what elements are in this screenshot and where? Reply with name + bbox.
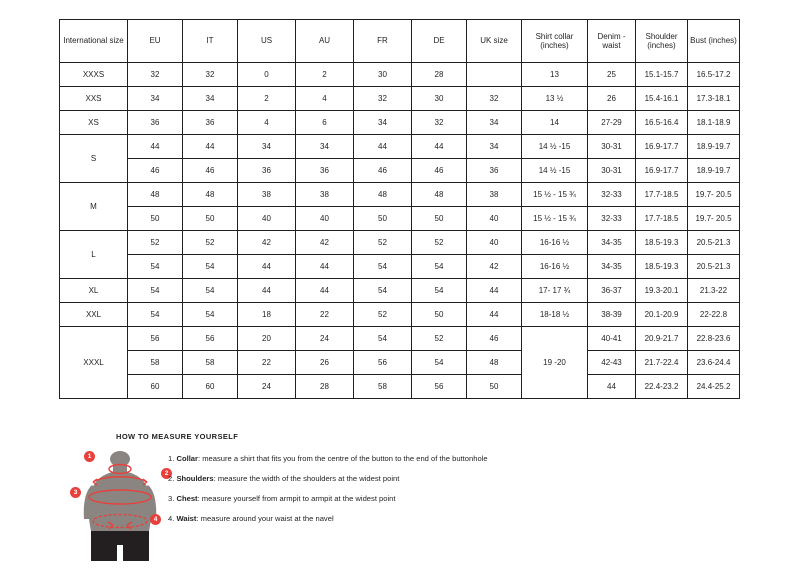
table-cell: 2 <box>296 63 354 87</box>
instruction-term: Shoulders <box>176 474 214 483</box>
table-cell: 40-41 <box>588 327 636 351</box>
table-cell: 15.4-16.1 <box>636 87 688 111</box>
table-cell: 18.9-19.7 <box>688 159 740 183</box>
table-cell: 22.4-23.2 <box>636 375 688 399</box>
table-cell: 32 <box>412 111 467 135</box>
instruction-term: Chest <box>176 494 198 503</box>
table-cell: 44 <box>467 303 522 327</box>
table-cell: 44 <box>296 279 354 303</box>
table-cell: 36 <box>467 159 522 183</box>
table-cell: 16.5-16.4 <box>636 111 688 135</box>
table-cell: 46 <box>128 159 183 183</box>
table-cell: 44 <box>412 135 467 159</box>
table-cell: 16-16 ½ <box>522 231 588 255</box>
table-cell: 46 <box>467 327 522 351</box>
table-header-row <box>60 20 740 63</box>
table-cell: 36 <box>238 159 296 183</box>
table-cell: 4 <box>238 111 296 135</box>
table-cell: 32 <box>354 87 412 111</box>
table-cell: 58 <box>128 351 183 375</box>
table-cell: 54 <box>183 279 238 303</box>
table-cell: 40 <box>238 207 296 231</box>
table-cell: 22 <box>238 351 296 375</box>
table-cell: 34 <box>354 111 412 135</box>
table-cell: 50 <box>354 207 412 231</box>
measure-instruction-item <box>168 489 668 509</box>
table-cell: 36 <box>128 111 183 135</box>
table-cell: 56 <box>412 375 467 399</box>
cell-international-size: S <box>60 135 128 183</box>
callout-marker-4: 4 <box>150 514 161 525</box>
table-cell: 42 <box>467 255 522 279</box>
table-cell: 46 <box>183 159 238 183</box>
table-row <box>60 87 740 111</box>
table-cell: 19.3-20.1 <box>636 279 688 303</box>
column-header-shoulder: Shoulder (inches) <box>636 20 688 63</box>
table-row <box>60 63 740 87</box>
table-cell: 15 ½ - 15 ¾ <box>522 183 588 207</box>
table-cell: 52 <box>128 231 183 255</box>
cell-international-size: XXXL <box>60 327 128 399</box>
table-cell: 54 <box>183 255 238 279</box>
measure-instruction-item <box>168 509 668 529</box>
table-cell: 16.5-17.2 <box>688 63 740 87</box>
table-row <box>60 207 740 231</box>
instruction-term: Waist <box>176 514 197 523</box>
table-cell: 15 ½ - 15 ¾ <box>522 207 588 231</box>
column-header-us: US <box>238 20 296 63</box>
table-cell: 46 <box>354 159 412 183</box>
table-cell: 17.3-18.1 <box>688 87 740 111</box>
table-cell: 54 <box>128 255 183 279</box>
table-cell: 52 <box>354 231 412 255</box>
table-row <box>60 231 740 255</box>
measure-instruction-item <box>168 449 668 469</box>
column-header-au: AU <box>296 20 354 63</box>
table-cell: 48 <box>183 183 238 207</box>
table-cell: 38-39 <box>588 303 636 327</box>
table-cell: 32 <box>183 63 238 87</box>
table-cell: 34 <box>296 135 354 159</box>
cell-international-size: L <box>60 231 128 279</box>
table-cell: 46 <box>412 159 467 183</box>
table-cell: 26 <box>296 351 354 375</box>
table-cell: 44 <box>296 255 354 279</box>
cell-international-size: XS <box>60 111 128 135</box>
table-cell: 40 <box>467 231 522 255</box>
table-cell: 30-31 <box>588 159 636 183</box>
table-row <box>60 111 740 135</box>
instruction-text: : measure around your waist at the navel <box>196 514 334 523</box>
table-cell: 20.5-21.3 <box>688 231 740 255</box>
instruction-number: 2. <box>168 474 175 483</box>
cell-international-size: M <box>60 183 128 231</box>
cell-international-size: XL <box>60 279 128 303</box>
table-cell: 17.7-18.5 <box>636 183 688 207</box>
column-header-uk-size: UK size <box>467 20 522 63</box>
table-cell: 54 <box>354 279 412 303</box>
callout-marker-1: 1 <box>84 451 95 462</box>
table-cell: 34-35 <box>588 255 636 279</box>
table-cell: 18 <box>238 303 296 327</box>
table-cell: 54 <box>354 327 412 351</box>
table-cell: 6 <box>296 111 354 135</box>
how-to-measure-title: HOW TO MEASURE YOURSELF <box>116 432 239 441</box>
table-cell: 4 <box>296 87 354 111</box>
table-cell: 24 <box>238 375 296 399</box>
table-cell: 22-22.8 <box>688 303 740 327</box>
table-cell: 44 <box>238 279 296 303</box>
table-cell: 34 <box>183 87 238 111</box>
table-cell: 28 <box>296 375 354 399</box>
table-cell: 54 <box>354 255 412 279</box>
table-cell: 54 <box>412 279 467 303</box>
table-cell: 50 <box>412 303 467 327</box>
table-cell: 44 <box>354 135 412 159</box>
table-cell: 32-33 <box>588 183 636 207</box>
table-cell: 52 <box>412 327 467 351</box>
instruction-number: 3. <box>168 494 175 503</box>
column-header-de: DE <box>412 20 467 63</box>
table-cell: 19 -20 <box>522 327 588 399</box>
table-cell: 19.7- 20.5 <box>688 207 740 231</box>
table-cell: 20.9-21.7 <box>636 327 688 351</box>
table-row <box>60 375 740 399</box>
table-cell: 36-37 <box>588 279 636 303</box>
cell-international-size: XXS <box>60 87 128 111</box>
table-cell: 13 <box>522 63 588 87</box>
table-cell: 0 <box>238 63 296 87</box>
table-cell: 18.1-18.9 <box>688 111 740 135</box>
table-row <box>60 351 740 375</box>
instruction-text: : measure the width of the shoulders at the widest point <box>213 474 400 483</box>
table-cell: 27-29 <box>588 111 636 135</box>
table-cell: 15.1-15.7 <box>636 63 688 87</box>
table-cell: 2 <box>238 87 296 111</box>
table-cell: 56 <box>128 327 183 351</box>
instruction-number: 1. <box>168 454 175 463</box>
table-row <box>60 255 740 279</box>
table-cell: 40 <box>467 207 522 231</box>
table-cell: 14 <box>522 111 588 135</box>
table-cell <box>467 63 522 87</box>
table-cell: 48 <box>467 351 522 375</box>
table-cell: 20 <box>238 327 296 351</box>
table-cell: 23.6-24.4 <box>688 351 740 375</box>
table-body <box>60 63 740 399</box>
callout-marker-3: 3 <box>70 487 81 498</box>
table-cell: 14 ½ -15 <box>522 135 588 159</box>
table-cell: 22.8-23.6 <box>688 327 740 351</box>
instruction-number: 4. <box>168 514 175 523</box>
table-cell: 52 <box>412 231 467 255</box>
table-cell: 13 ½ <box>522 87 588 111</box>
table-cell: 40 <box>296 207 354 231</box>
table-cell: 24.4-25.2 <box>688 375 740 399</box>
cell-international-size: XXL <box>60 303 128 327</box>
table-cell: 34-35 <box>588 231 636 255</box>
table-cell: 38 <box>467 183 522 207</box>
table-cell: 44 <box>238 255 296 279</box>
table-cell: 54 <box>412 255 467 279</box>
table-cell: 52 <box>183 231 238 255</box>
table-cell: 44 <box>128 135 183 159</box>
table-row <box>60 183 740 207</box>
table-cell: 17- 17 ¾ <box>522 279 588 303</box>
table-cell: 58 <box>354 375 412 399</box>
table-cell: 20.5-21.3 <box>688 255 740 279</box>
table-cell: 30 <box>354 63 412 87</box>
table-cell: 50 <box>128 207 183 231</box>
table-cell: 18.5-19.3 <box>636 231 688 255</box>
table-cell: 16.9-17.7 <box>636 135 688 159</box>
column-header-eu: EU <box>128 20 183 63</box>
table-cell: 54 <box>183 303 238 327</box>
table-cell: 44 <box>467 279 522 303</box>
table-cell: 36 <box>183 111 238 135</box>
column-header-international-size: International size <box>60 20 128 63</box>
table-row <box>60 135 740 159</box>
table-cell: 58 <box>183 351 238 375</box>
table-cell: 26 <box>588 87 636 111</box>
column-header-bust: Bust (inches) <box>688 20 740 63</box>
callout-marker-2: 2 <box>161 468 172 479</box>
table-cell: 48 <box>412 183 467 207</box>
table-cell: 34 <box>128 87 183 111</box>
table-cell: 16-16 ½ <box>522 255 588 279</box>
table-cell: 30 <box>412 87 467 111</box>
table-row <box>60 279 740 303</box>
table-cell: 50 <box>412 207 467 231</box>
table-cell: 48 <box>128 183 183 207</box>
table-cell: 28 <box>412 63 467 87</box>
size-chart-table <box>59 19 740 399</box>
table-cell: 44 <box>183 135 238 159</box>
column-header-denim-waist: Denim - waist <box>588 20 636 63</box>
size-chart-container <box>59 19 737 399</box>
table-cell: 18.5-19.3 <box>636 255 688 279</box>
table-row <box>60 303 740 327</box>
cell-international-size: XXXS <box>60 63 128 87</box>
table-cell: 19.7- 20.5 <box>688 183 740 207</box>
table-cell: 17.7-18.5 <box>636 207 688 231</box>
table-cell: 54 <box>128 279 183 303</box>
table-cell: 24 <box>296 327 354 351</box>
table-cell: 56 <box>183 327 238 351</box>
table-cell: 18.9-19.7 <box>688 135 740 159</box>
table-cell: 42 <box>296 231 354 255</box>
table-cell: 56 <box>354 351 412 375</box>
table-cell: 50 <box>183 207 238 231</box>
table-cell: 52 <box>354 303 412 327</box>
table-cell: 42-43 <box>588 351 636 375</box>
table-cell: 34 <box>238 135 296 159</box>
table-cell: 20.1-20.9 <box>636 303 688 327</box>
instruction-term: Collar <box>176 454 198 463</box>
table-cell: 54 <box>412 351 467 375</box>
table-cell: 38 <box>238 183 296 207</box>
table-cell: 32 <box>128 63 183 87</box>
table-cell: 18-18 ½ <box>522 303 588 327</box>
table-cell: 34 <box>467 135 522 159</box>
table-cell: 14 ½ -15 <box>522 159 588 183</box>
instruction-text: : measure a shirt that fits you from the centre of the button to the end of the buttonhole <box>198 454 488 463</box>
table-cell: 25 <box>588 63 636 87</box>
table-cell: 34 <box>467 111 522 135</box>
table-cell: 50 <box>467 375 522 399</box>
table-cell: 44 <box>588 375 636 399</box>
table-cell: 54 <box>128 303 183 327</box>
column-header-fr: FR <box>354 20 412 63</box>
table-cell: 36 <box>296 159 354 183</box>
table-cell: 60 <box>128 375 183 399</box>
table-cell: 21.3-22 <box>688 279 740 303</box>
table-row <box>60 159 740 183</box>
column-header-shirt-collar: Shirt collar (inches) <box>522 20 588 63</box>
table-cell: 48 <box>354 183 412 207</box>
table-cell: 30-31 <box>588 135 636 159</box>
column-header-it: IT <box>183 20 238 63</box>
instruction-text: : measure yourself from armpit to armpit at the widest point <box>197 494 396 503</box>
table-cell: 38 <box>296 183 354 207</box>
table-cell: 21.7-22.4 <box>636 351 688 375</box>
measure-instructions-list <box>168 449 668 529</box>
table-cell: 16.9-17.7 <box>636 159 688 183</box>
table-cell: 60 <box>183 375 238 399</box>
table-row <box>60 327 740 351</box>
measure-instruction-item <box>168 469 668 489</box>
table-cell: 32 <box>467 87 522 111</box>
table-cell: 32-33 <box>588 207 636 231</box>
table-cell: 42 <box>238 231 296 255</box>
table-cell: 22 <box>296 303 354 327</box>
